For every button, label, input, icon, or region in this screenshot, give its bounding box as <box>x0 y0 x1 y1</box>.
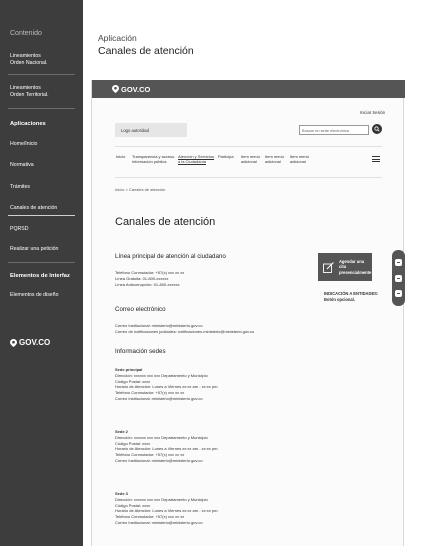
govco-topbar <box>92 80 405 98</box>
nav-item-participa[interactable]: Participa <box>218 154 234 159</box>
font-decrease-button[interactable] <box>395 275 402 282</box>
sidebar <box>0 0 83 546</box>
sidebar-item-normativa[interactable]: Normativa <box>10 162 34 168</box>
nav-item-adicional-1[interactable]: Item menú adicional <box>241 154 260 165</box>
sidebar-elements[interactable]: Elementos de Interfaz <box>10 273 70 279</box>
entity-logo: Logo autoridad <box>115 123 187 137</box>
edit-icon <box>323 262 334 273</box>
search-button[interactable] <box>372 124 382 134</box>
accessibility-bar <box>392 250 405 306</box>
govco-icon <box>112 85 119 93</box>
content-title: Canales de atención <box>115 216 216 228</box>
search-input[interactable]: Buscar en sede electrónica <box>299 125 369 135</box>
nav-item-adicional-2[interactable]: Item menú adicional <box>265 154 284 165</box>
contrast-button[interactable] <box>395 259 402 266</box>
entity-indication: INDICACIÓN A ENTIDADES: Botón opcional. <box>324 291 379 302</box>
search-icon <box>374 126 380 132</box>
sede-block: Sede 2 Dirección: xxxxxx xxx xxx Departamento y Municipio Código Postal: xxxx Horario de Atención: Lunes a Viernes xx:xx am - xx:xx pm. Teléfono Conmutador: +57(x) xxx xx xx Correo Institucional: ministerio@ministerio.gov.co <box>115 429 219 463</box>
sidebar-item-tramites[interactable]: Trámites <box>10 184 30 190</box>
email-details: Correo Institucional: ministerio@ministerio.gov.co Correo de notificaciones judiciales: notificaciones.ministerio@ministerio.gov.co <box>115 323 255 334</box>
active-indicator <box>8 215 75 216</box>
sidebar-heading: Contenido <box>10 30 42 37</box>
govco-logo: GOV.CO <box>10 338 50 347</box>
page-title: Canales de atención <box>98 45 194 57</box>
sidebar-design[interactable]: Elementos de diseño <box>10 292 59 298</box>
sidebar-item-home[interactable]: Home/Inicio <box>10 141 38 147</box>
sidebar-apps-title[interactable]: Aplicaciones <box>10 121 46 127</box>
sidebar-divider <box>8 108 75 109</box>
sidebar-item-orden-territorial[interactable]: Lineamientos Orden Territorial. <box>10 85 49 99</box>
govco-icon <box>10 339 17 347</box>
sidebar-divider <box>8 74 75 75</box>
sidebar-item-canales[interactable]: Canales de atención <box>10 205 58 211</box>
sidebar-item-orden-nacional[interactable]: Lineamientos Orden Nacional. <box>10 53 48 67</box>
email-title: Correo electrónico <box>115 306 166 313</box>
nav-item-inicio[interactable]: Inicio <box>116 154 126 159</box>
nav-item-atencion[interactable]: Atención y Servicios a la Ciudadanía <box>178 154 215 165</box>
main-line-title: Línea principal de atención al ciudadano <box>115 253 226 260</box>
sidebar-item-pqrsd[interactable]: PQRSD <box>10 226 29 232</box>
breadcrumb[interactable]: Inicio > Canales de atención <box>115 187 166 192</box>
page-preview <box>91 80 404 546</box>
divider <box>115 146 382 147</box>
menu-icon[interactable] <box>372 156 380 164</box>
page-subtitle: Aplicación <box>98 33 137 43</box>
nav-item-adicional-3[interactable]: Item menú adicional <box>290 154 309 165</box>
sede-block: Sede principal Dirección: xxxxxx xxx xxx Departamento y Municipio Código Postal: xxxx Horario de Atención: Lunes a Viernes xx:xx am - xx:xx pm. Teléfono Conmutador: +57(x) xxx xx xx Correo Institucional: ministerio@ministerio.gov.co <box>115 367 219 401</box>
sede-block: Sede 3 Dirección: xxxxxx xxx xxx Departamento y Municipio Código Postal: xxxx Horario de Atención: Lunes a Viernes xx:xx am - xx:xx pm. Teléfono Conmutador: +57(x) xxx xx xx Correo Institucional: ministerio@ministerio.gov.co <box>115 491 219 525</box>
sidebar-divider <box>8 262 75 263</box>
main-line-details: Teléfono Conmutador: +57(x) xxx xx xx Línea Gratuita: 01-800-xxxxxx Línea Anticorrupción: 01-800-xxxxxx <box>115 270 185 287</box>
schedule-appointment-button[interactable]: Agendar una cita presencialmente <box>318 253 372 281</box>
govco-brand[interactable]: GOV.CO <box>121 84 151 94</box>
sedes-title: Información sedes <box>115 348 166 355</box>
login-link[interactable]: Iniciar Sesión <box>360 110 386 115</box>
divider <box>115 177 382 178</box>
font-increase-button[interactable] <box>395 290 402 297</box>
sidebar-item-peticion[interactable]: Realizar una petición <box>10 246 59 252</box>
nav-item-transparencia[interactable]: Transparencia y acceso información pública <box>132 154 175 165</box>
